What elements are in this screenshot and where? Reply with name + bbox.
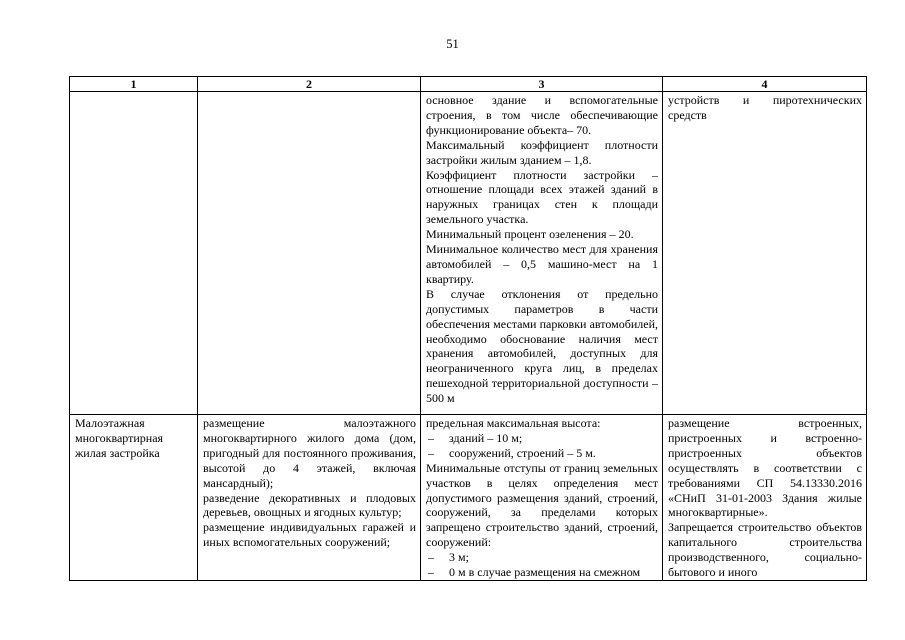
setbacks-text: Минимальные отступы от границ земельных участков в целях определения мест допустимого размещения зданий, строений, сооружений, за пределами которых запрещено строительство зданий, строений, сооружений: [426,460,658,550]
permitted-use-item: разведение декоративных и плодовых деревьев, овощных и ягодных культур; [203,490,416,520]
header-col-2: 2 [198,77,421,92]
row2-col4-paragraph: размещение встроенных, пристроенных и встроенно-пристроенных объектов осуществлять в соответствии с требованиями СП 54.13330.2016 «СНиП 31-01-2003 Здания жилые многоквартирные». [668,416,862,520]
row2-col4 [663,415,867,581]
permitted-use-item: размещение индивидуальных гаражей и иных вспомогательных сооружений; [203,520,416,550]
row1-col3-paragraph: Максимальный коэффициент плотности застройки жилым зданием – 1,8. [426,137,658,167]
list-item-text: 3 м; [449,550,469,565]
dash-marker: – [428,550,434,565]
table-header-row [70,77,867,92]
row1-col3 [421,92,663,415]
row1-col3-paragraph: основное здание и вспомогательные строения, в том числе обеспечивающие функционирование объекта– 70. [426,93,658,137]
row1-col3-paragraph: Минимальный процент озеленения – 20. [426,227,634,242]
list-item-text: зданий – 10 м; [449,430,523,445]
list-item [426,431,658,446]
row1-col3-paragraph: Коэффициент плотности застройки – отношение площади всех этажей зданий в наружных границах стен к площади земельного участка. [426,167,658,227]
dash-marker: – [428,430,434,445]
list-item [426,565,658,580]
row2-col1 [70,415,198,581]
list-item [426,550,658,565]
header-col-1: 1 [70,77,198,92]
header-col-3: 3 [421,77,663,92]
height-intro: предельная максимальная высота: [426,416,601,430]
row2-col2 [198,415,421,581]
dash-marker: – [428,565,434,580]
zone-name: Малоэтажная многоквартирная жилая застройка [75,416,164,460]
page-number: 51 [446,37,459,51]
list-item [426,446,658,461]
row1-col4-text: устройств и пиротехнических средств [668,93,862,122]
permitted-use-item: размещение малоэтажного многоквартирного жилого дома (дом, пригодный для постоянного проживания, высотой до 4 этажей, включая мансардный); [203,416,416,490]
zoning-table [69,76,867,581]
row1-col2 [198,92,421,415]
list-item-text: 0 м в случае размещения на смежном [449,565,641,580]
table-row [70,415,867,581]
row2-col3 [421,415,663,581]
row1-col3-paragraph: В случае отклонения от предельно допустимых параметров в части обеспечения местами парковки автомобилей, необходимо обоснование наличия мест хранения автомобилей, доступных для неограниченного круга лиц, в пределах пешеходной территориальной доступности – 500 м [426,286,658,406]
dash-marker: – [428,445,434,460]
row2-col4-paragraph: Запрещается строительство объектов капитального строительства производственного, социально-бытового и иного [668,520,862,580]
list-item-text: сооружений, строений – 5 м. [449,445,596,460]
row1-col4 [663,92,867,415]
row1-col1 [70,92,198,415]
table-row [70,92,867,415]
row1-col3-paragraph: Минимальное количество мест для хранения автомобилей – 0,5 машино-мест на 1 квартиру. [426,242,658,286]
header-col-4: 4 [663,77,867,92]
